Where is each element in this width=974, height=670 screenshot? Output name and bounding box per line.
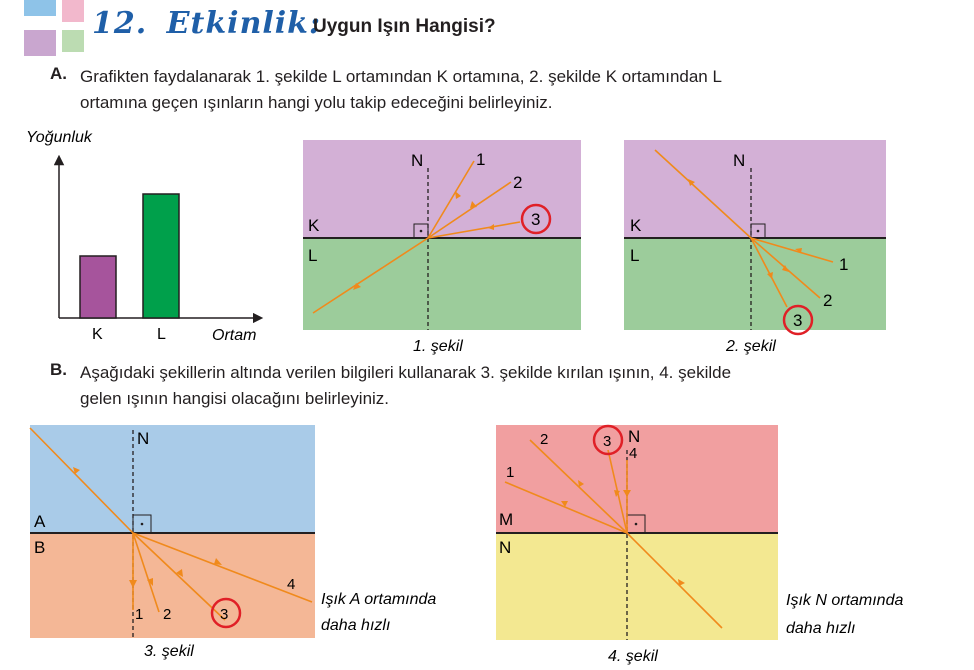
figure-3-ray-1-label: 1 (135, 606, 144, 623)
tick-label-k: K (92, 326, 103, 343)
x-axis-label: Ortam (212, 327, 257, 344)
figure-3-top-medium-label: A (34, 512, 46, 531)
figure-4-bottom-medium-label: N (499, 538, 512, 557)
figure-1-ray-2-label: 2 (513, 173, 523, 192)
section-b-letter: B. (50, 360, 67, 379)
activity-subtitle: Uygun Işın Hangisi? (313, 16, 496, 37)
figure-4-ray-4-label: 4 (629, 445, 638, 462)
figure-2-bottom-medium-label: L (630, 246, 640, 265)
figure-2-caption: 2. şekil (726, 338, 776, 355)
figure-2-normal-label: N (733, 151, 746, 170)
figure-4-top-medium-label: M (499, 510, 514, 529)
section-a-line2: ortamına geçen ışınların hangi yolu takip edeceğini belirleyiniz. (80, 93, 553, 112)
figure-3-ray-4-label: 4 (287, 576, 296, 593)
right-angle-dot (635, 523, 638, 526)
figure-3-caption: 3. şekil (144, 643, 194, 660)
activity-number: 12. (92, 6, 148, 41)
section-a-line1: Grafikten faydalanarak 1. şekilde L ortamından K ortamına, 2. şekilde K ortamından L (80, 67, 722, 86)
section-a-letter: A. (50, 64, 67, 83)
figure-3-note-line1: Işık A ortamında (321, 591, 437, 608)
figure-3-normal-label: N (137, 429, 150, 448)
figure-4-ray-1-label: 1 (506, 464, 515, 481)
figure-1-ray-1-label: 1 (476, 150, 486, 169)
figure-2-ray-1-label: 1 (839, 255, 849, 274)
section-b-line2: gelen ışının hangisi olacağını belirleyiniz. (80, 389, 390, 408)
figure-2-ray-3-label: 3 (793, 311, 803, 330)
activity-word: Etkinlik: (166, 6, 322, 41)
figure-2-ray-2-label: 2 (823, 291, 833, 310)
figure-1-top-medium-label: K (308, 216, 320, 235)
figure-1-bottom-medium-label: L (308, 246, 318, 265)
tick-label-l: L (157, 326, 166, 343)
figure-4-ray-3-label: 3 (603, 433, 612, 450)
figure-4-normal-label: N (628, 427, 641, 446)
figure-4-bottom-medium (496, 533, 778, 640)
figure-3-note-line2: daha hızlı (321, 617, 391, 634)
figure-4-caption: 4. şekil (608, 648, 658, 665)
figure-4-note-line2: daha hızlı (786, 620, 856, 637)
figure-3-ray-2-label: 2 (163, 606, 172, 623)
figure-1-ray-3-label: 3 (531, 210, 541, 229)
figure-1-caption: 1. şekil (413, 338, 463, 355)
section-b-line1: Aşağıdaki şekillerin altında verilen bilgileri kullanarak 3. şekilde kırılan ışının, 4. şekilde (80, 363, 732, 382)
y-axis-label: Yoğunluk (26, 129, 92, 146)
figure-1-normal-label: N (411, 151, 424, 170)
figure-3-ray-3-label: 3 (220, 606, 229, 623)
figure-4-ray-2-label: 2 (540, 431, 549, 448)
figure-4-note-line1: Işık N ortamında (786, 592, 904, 609)
figure-2-top-medium-label: K (630, 216, 642, 235)
figure-3-bottom-medium-label: B (34, 538, 46, 557)
